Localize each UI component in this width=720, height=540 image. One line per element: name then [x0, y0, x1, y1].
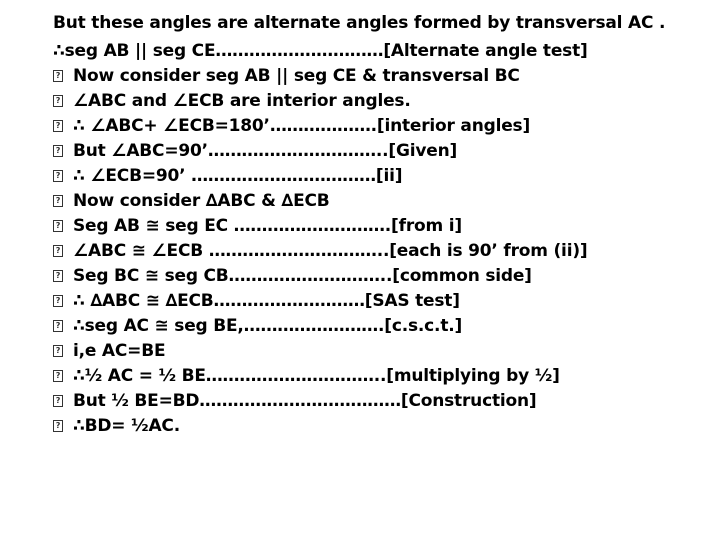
bullet-icon: ?: [53, 270, 63, 282]
bullet-icon: ?: [53, 345, 63, 357]
proof-line-9: [53, 239, 587, 263]
bullet-icon: ?: [53, 220, 63, 232]
proof-line-8: [53, 214, 462, 238]
proof-line-13: [53, 339, 165, 363]
proof-line-text: ∠ABC ≅ ∠ECB …………………………..[each is 90’ from (ii)]: [73, 241, 588, 261]
proof-line-5: [53, 139, 457, 163]
heading-line: But these angles are alternate angles formed by transversal AC .: [53, 13, 666, 33]
bullet-icon: ?: [53, 320, 63, 332]
proof-line-14: [53, 364, 560, 388]
proof-line-11: [53, 289, 460, 313]
bullet-icon: ?: [53, 145, 63, 157]
proof-line-text: ∴½ AC = ½ BE…………………………..[multiplying by ½]: [73, 366, 560, 386]
proof-line-6: [53, 164, 402, 188]
proof-line-text: ∴ ∠ECB=90’ ……………………………[ii]: [73, 166, 403, 186]
proof-line-text: ∠ABC and ∠ECB are interior angles.: [73, 91, 411, 111]
proof-line-10: [53, 264, 532, 288]
proof-line-3: [53, 89, 411, 113]
bullet-icon: ?: [53, 370, 63, 382]
bullet-icon: ?: [53, 70, 63, 82]
proof-line-4: [53, 114, 530, 138]
proof-line-2: [53, 64, 520, 88]
proof-line-text: ∴BD= ½AC.: [73, 416, 180, 436]
bullet-icon: ?: [53, 420, 63, 432]
bullet-icon: ?: [53, 170, 63, 182]
proof-line-text: ∴ ∠ABC+ ∠ECB=180’……………….[interior angles]: [73, 116, 531, 136]
proof-line-text: ∴seg AC ≅ seg BE,…………………….[c.s.c.t.]: [73, 316, 463, 336]
proof-line-7: [53, 189, 330, 213]
proof-line-1: [53, 39, 588, 63]
proof-line-text: But ∠ABC=90’…………………………..[Given]: [73, 141, 458, 161]
proof-line-16: [53, 414, 180, 438]
proof-line-text: Now consider seg AB || seg CE & transversal BC: [73, 66, 520, 86]
bullet-icon: ?: [53, 245, 63, 257]
proof-line-text: i,e AC=BE: [73, 341, 166, 361]
proof-line-12: [53, 314, 462, 338]
bullet-icon: ?: [53, 295, 63, 307]
bullet-icon: ?: [53, 195, 63, 207]
proof-line-text: ∴seg AB || seg CE…………………………[Alternate angle test]: [53, 41, 588, 61]
proof-line-15: [53, 389, 536, 413]
proof-line-text: Now consider ∆ABC & ∆ECB: [73, 191, 330, 211]
bullet-icon: ?: [53, 120, 63, 132]
proof-line-text: ∴ ∆ABC ≅ ∆ECB………………………[SAS test]: [73, 291, 460, 311]
proof-line-text: Seg BC ≅ seg CB………………………..[common side]: [73, 266, 532, 286]
bullet-icon: ?: [53, 95, 63, 107]
proof-line-text: Seg AB ≅ seg EC ……………………….[from i]: [73, 216, 462, 236]
bullet-icon: ?: [53, 395, 63, 407]
proof-line-text: But ½ BE=BD………………………………[Construction]: [73, 391, 537, 411]
